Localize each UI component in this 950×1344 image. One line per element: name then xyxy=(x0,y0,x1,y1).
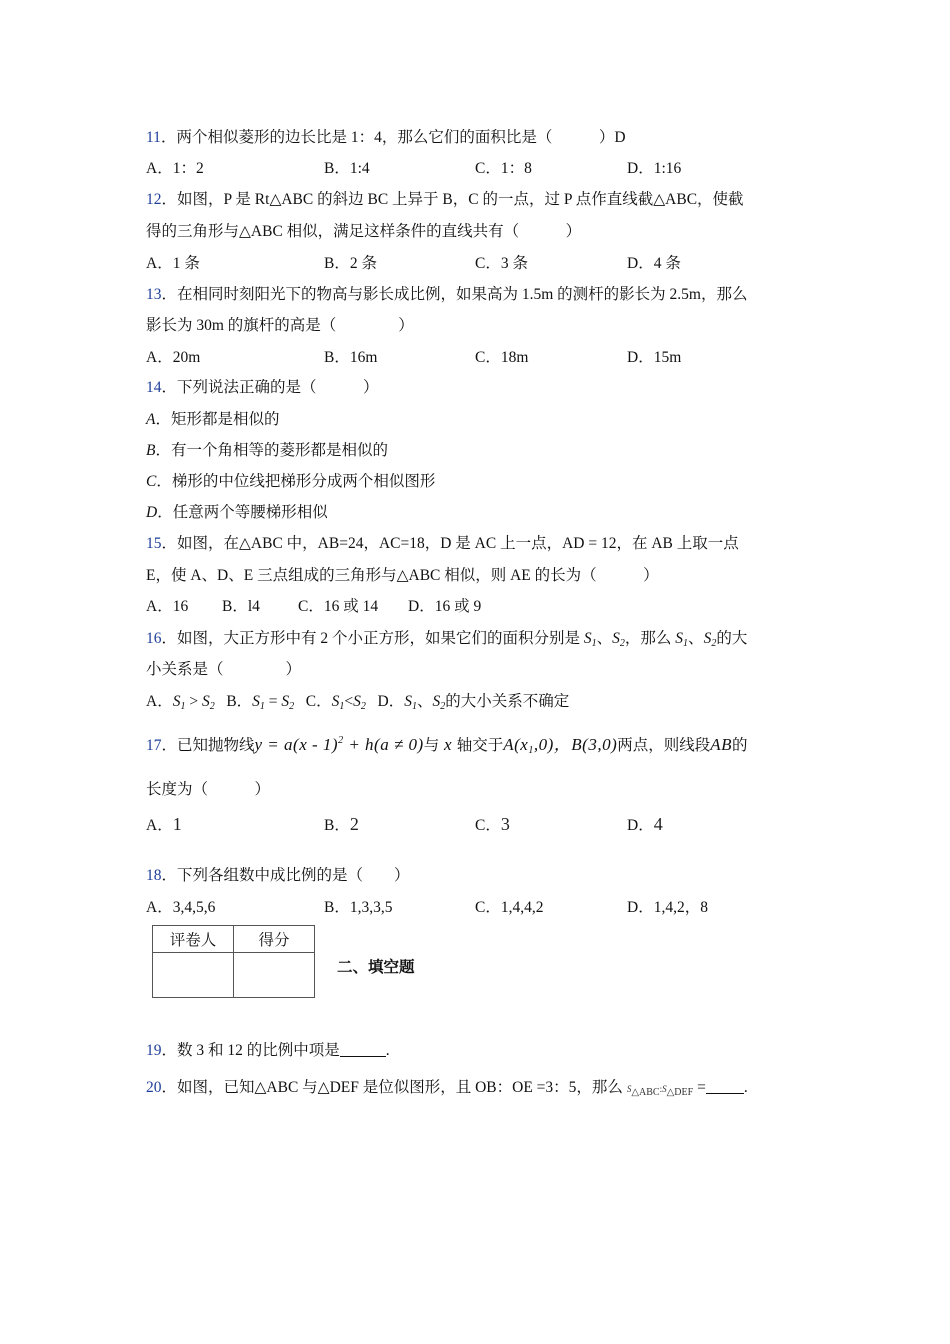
answer-blank[interactable] xyxy=(340,1042,386,1057)
question-17: 17．已知抛物线y = a(x - 1)$^2$ + h(a ≠ 0)与 x 轴交于$A(x_1,0)$，B(3,0)两点，则线段AB的 xyxy=(146,735,748,756)
question-number: 13 xyxy=(146,286,162,303)
option-a: A．$S_1 > S_2$ xyxy=(146,693,215,712)
x-symbol: x xyxy=(439,735,457,754)
question-text-cont: 得的三角形与△ABC 相似，满足这样条件的直线共有（ ） xyxy=(146,223,582,240)
option-c: C．3 xyxy=(475,814,510,834)
question-text: ．如图，已知△ABC 与△DEF 是位似图形，且 OB：OE =3：5，那么 xyxy=(161,1079,627,1096)
s1-symbol: $S_1$ xyxy=(675,630,689,649)
option-a: A．16 xyxy=(146,598,189,615)
question-text: ．在相同时刻阳光下的物高与影长成比例，如果高为 1.5m 的测杆的影长为 2.5m，那么 xyxy=(161,286,748,303)
question-text: ．下列各组数中成比例的是（ ） xyxy=(161,867,410,884)
option-c: C．3 条 xyxy=(475,255,528,272)
question-12 xyxy=(146,190,744,210)
option-c: C．1：8 xyxy=(475,160,532,177)
option-a: A．1 条 xyxy=(146,255,200,272)
question-number: 18 xyxy=(146,867,162,884)
option-b: B．2 xyxy=(324,814,359,834)
question-number: 17 xyxy=(146,737,162,754)
option-a: A．矩形都是相似的 xyxy=(146,411,280,428)
score-header: 得分 xyxy=(234,926,315,953)
option-a: A．1 xyxy=(146,814,182,834)
option-c: C．18m xyxy=(475,349,529,366)
option-b: B．2 条 xyxy=(324,255,377,272)
question-text-cont: 小关系是（ ） xyxy=(146,661,302,678)
option-b: B．1:4 xyxy=(324,160,370,177)
option-c: C．1,4,4,2 xyxy=(475,899,544,916)
option-d: D．16 或 9 xyxy=(408,598,482,615)
question-text: ．数 3 和 12 的比例中项是 xyxy=(161,1042,340,1059)
question-number: 19 xyxy=(146,1042,162,1059)
option-b: B．1,3,3,5 xyxy=(324,899,393,916)
question-number: 15 xyxy=(146,535,162,552)
answer-blank[interactable] xyxy=(706,1079,744,1094)
question-number: 12 xyxy=(146,191,162,208)
question-15 xyxy=(146,534,739,554)
option-d: D．1:16 xyxy=(627,160,682,177)
option-d: D．4 xyxy=(627,814,663,834)
question-18 xyxy=(146,866,410,886)
option-d: D．15m xyxy=(627,349,682,366)
option-a: A．1：2 xyxy=(146,160,204,177)
question-20: 20．如图，已知△ABC 与△DEF 是位似图形，且 OB：OE =3：5，那么 $S_{\triangle ABC}:S_{\triangle DEF}$ = . xyxy=(146,1079,748,1098)
question-11 xyxy=(146,128,626,148)
option-b: B．l4 xyxy=(222,598,260,615)
s2-symbol: $S_2$ xyxy=(612,630,625,649)
option-c: C．16 或 14 xyxy=(298,598,379,615)
option-b: B．16m xyxy=(324,349,378,366)
question-text-cont: 长度为（ ） xyxy=(146,781,271,798)
option-d: D．1,4,2，8 xyxy=(627,899,708,916)
score-table xyxy=(152,925,315,998)
option-b: B．有一个角相等的菱形都是相似的 xyxy=(146,442,388,459)
question-number: 11 xyxy=(146,129,161,146)
question-14 xyxy=(146,378,379,398)
s1-symbol: $S_1$ xyxy=(583,630,597,649)
question-text: ．下列说法正确的是（ ） xyxy=(161,379,379,396)
option-a: A．3,4,5,6 xyxy=(146,899,216,916)
option-c: C．$S_1<S_2$ xyxy=(305,693,366,712)
reviewer-header: 评卷人 xyxy=(153,926,234,953)
option-a: A．20m xyxy=(146,349,201,366)
option-d: D．任意两个等腰梯形相似 xyxy=(146,504,328,521)
option-b: B．$S_1 = S_2$ xyxy=(226,693,295,712)
question-number: 20 xyxy=(146,1079,162,1096)
question-number: 14 xyxy=(146,379,162,396)
score-cell[interactable] xyxy=(234,953,315,998)
question-text: ．如图，在△ABC 中，AB=24，AC=18，D 是 AC 上一点，AD = 12，在 AB 上取一点 xyxy=(161,535,739,552)
option-c: C．梯形的中位线把梯形分成两个相似图形 xyxy=(146,473,436,490)
s2-symbol: $S_2$ xyxy=(703,630,717,649)
reviewer-cell[interactable] xyxy=(153,953,234,998)
question-number: 16 xyxy=(146,630,162,647)
question-text-cont: E，使 A、D、E 三点组成的三角形与△ABC 相似，则 AE 的长为（ ） xyxy=(146,567,659,584)
question-text-cont: 影长为 30m 的旗杆的高是（ ） xyxy=(146,317,414,334)
points-a-b: $A(x_1,0)$，B(3,0) xyxy=(503,735,618,756)
area-ratio-expression: $S_{\triangle ABC}:S_{\triangle DEF}$ xyxy=(626,1084,694,1098)
option-d: D．4 条 xyxy=(627,255,681,272)
options-row xyxy=(146,692,569,717)
question-19: 19．数 3 和 12 的比例中项是 . xyxy=(146,1042,390,1059)
parabola-equation: y = a(x - 1)$^2$ + h(a ≠ 0) xyxy=(254,735,424,754)
question-16: 16．如图，大正方形中有 2 个小正方形，如果它们的面积分别是 $S_1$、$S_2$，那么 $S_1$、$S_2$的大 xyxy=(146,630,748,649)
question-13 xyxy=(146,285,748,305)
segment-ab: AB xyxy=(710,735,733,754)
question-text: ．如图，P 是 Rt△ABC 的斜边 BC 上异于 B，C 的一点，过 P 点作直线截△ABC，使截 xyxy=(161,191,744,208)
option-d: D．$S_1$、$S_2$的大小关系不确定 xyxy=(377,693,570,712)
question-text: ．两个相似菱形的边长比是 1：4，那么它们的面积比是（ ）D xyxy=(160,129,626,146)
section-title: 二、填空题 xyxy=(337,959,415,976)
